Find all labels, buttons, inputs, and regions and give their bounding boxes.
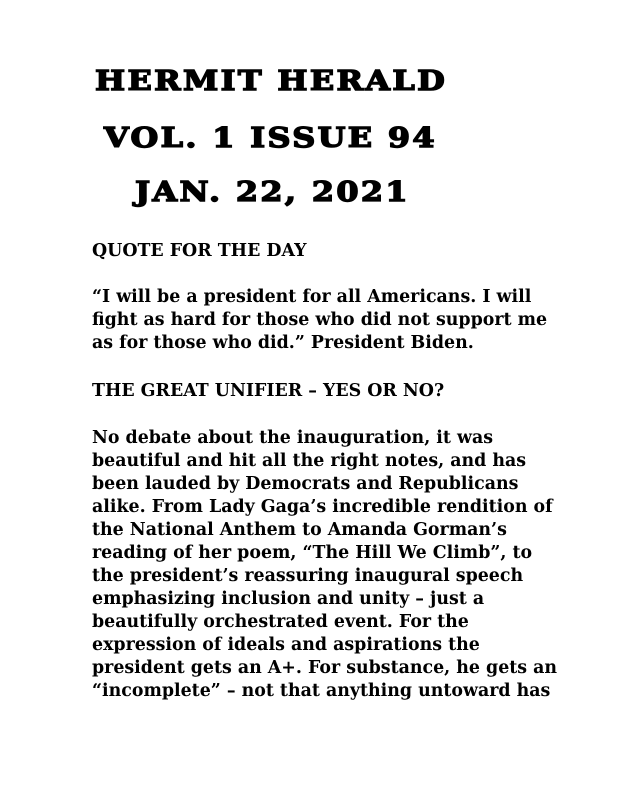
article-line: No debate about the inauguration, it was [92,428,494,448]
article-line: president gets an A+. For substance, he gets an [92,658,558,678]
article-line: the president’s reassuring inaugural speech [92,566,524,586]
quote-line: “I will be a president for all Americans. I will [92,287,532,307]
article-heading: THE GREAT UNIFIER – YES OR NO? [92,381,445,401]
article-line: been lauded by Democrats and Republicans [92,474,519,494]
article-line: beautifully orchestrated event. For the [92,612,469,632]
quote-line: as for those who did.” President Biden. [92,333,474,353]
article-line: emphasizing inclusion and unity – just a [92,589,485,609]
quote-heading: QUOTE FOR THE DAY [92,241,307,261]
article-body [92,427,562,703]
article-line: the National Anthem to Amanda Gorman’s [92,520,507,540]
newsletter-title: HERMIT HERALD [95,66,448,97]
article-line: alike. From Lady Gaga’s incredible rendition of [92,497,553,517]
article-line: expression of ideals and aspirations the [92,635,480,655]
issue-date: JAN. 22, 2021 [135,177,410,208]
article-line: beautiful and hit all the right notes, and has [92,451,527,471]
issue-number: VOL. 1 ISSUE 94 [104,123,437,154]
quote-line: fight as hard for those who did not support me [92,310,548,330]
article-line: “incomplete” – not that anything untoward has [92,681,551,701]
article-line: reading of her poem, “The Hill We Climb”, to [92,543,533,563]
quote-text [92,286,562,355]
